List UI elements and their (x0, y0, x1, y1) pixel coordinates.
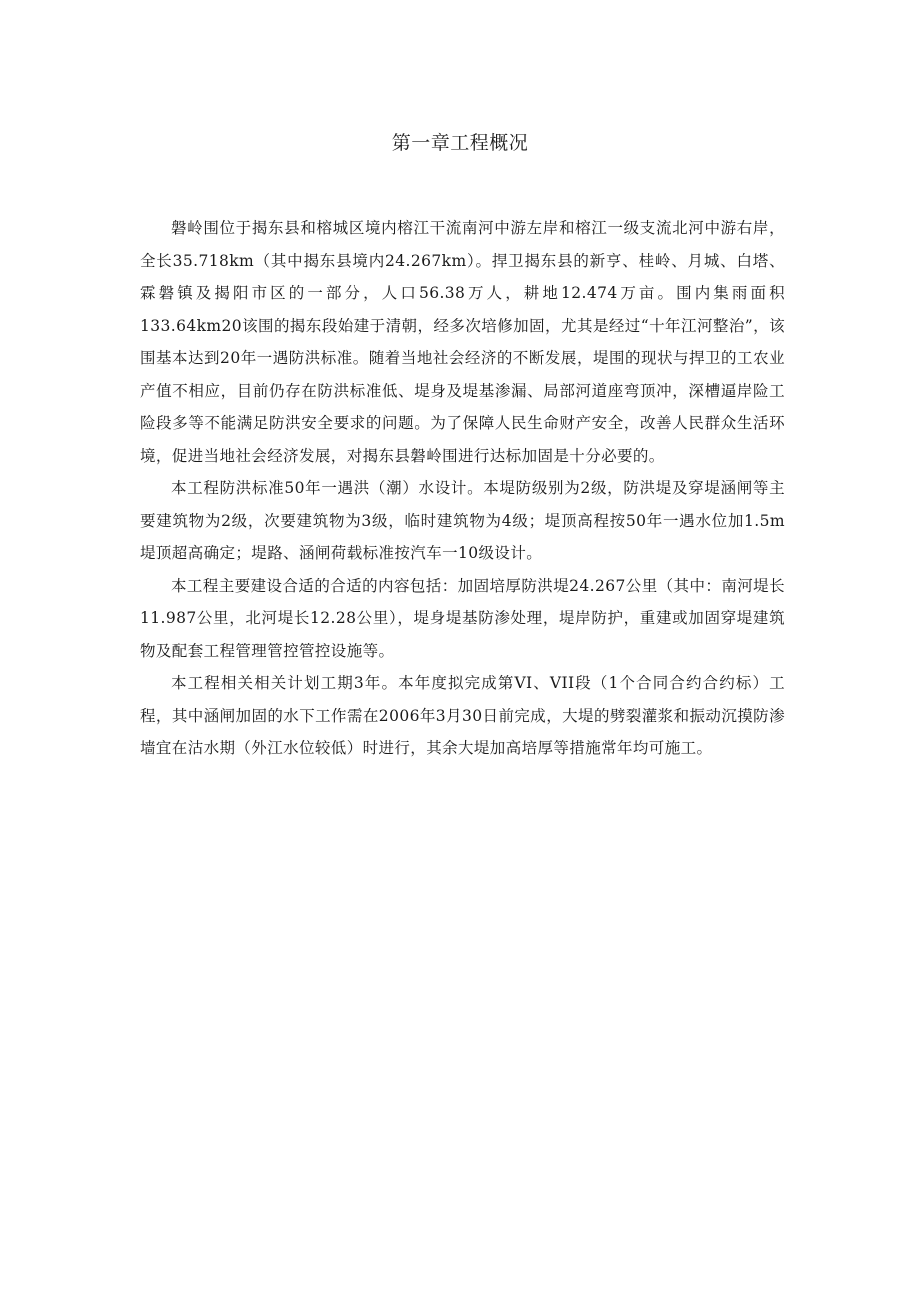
paragraph-construction-content: 本工程主要建设合适的合适的内容包括：加固培厚防洪堤24.267公里（其中：南河堤长11.987公里，北河堤长12.28公里），堤身堤基防渗处理，堤岸防护，重建或加固穿堤建筑物及配套工程管理管控管控设施等。 (140, 576, 785, 660)
paragraph-overview: 磐岭围位于揭东县和榕城区境内榕江干流南河中游左岸和榕江一级支流北河中游右岸，全长35.718km（其中揭东县境内24.267km）。捍卫揭东县的新亨、桂岭、月城、白塔、霖磐镇及揭阳市区的一部分，人口56.38万人，耕地12.474万亩。围内集雨面积133.64km20该围的揭东段始建于清朝，经多次培修加固，尤其是经过“十年江河整治”，该围基本达到20年一遇防洪标准。随着当地社会经济的不断发展，堤围的现状与捍卫的工农业产值不相应，目前仍存在防洪标准低、堤身及堤基渗漏、局部河道座弯顶冲，深槽逼岸险工险段多等不能满足防洪安全要求的问题。为了保障人民生命财产安全，改善人民群众生活环境，促进当地社会经济发展，对揭东县磐岭围进行达标加固是十分必要的。 (140, 219, 785, 465)
chapter-title: 第一章工程概况 (391, 132, 529, 154)
paragraph-flood-standard: 本工程防洪标准50年一遇洪（潮）水设计。本堤防级别为2级，防洪堤及穿堤涵闸等主要建筑物为2级，次要建筑物为3级，临时建筑物为4级；堤顶高程按50年一遇水位加1.5m堤顶超高确定；堤路、涵闸荷载标准按汽车一10级设计。 (140, 479, 785, 562)
document-body (140, 212, 785, 765)
paragraph-schedule: 本工程相关相关计划工期3年。本年度拟完成第VI、VII段（1个合同合约合约标）工程，其中涵闸加固的水下工作需在2006年3月30日前完成，大堤的劈裂灌浆和振动沉摸防渗墙宜在沽水期（外江水位较低）时进行，其余大堤加高培厚等措施常年均可施工。 (140, 674, 785, 757)
